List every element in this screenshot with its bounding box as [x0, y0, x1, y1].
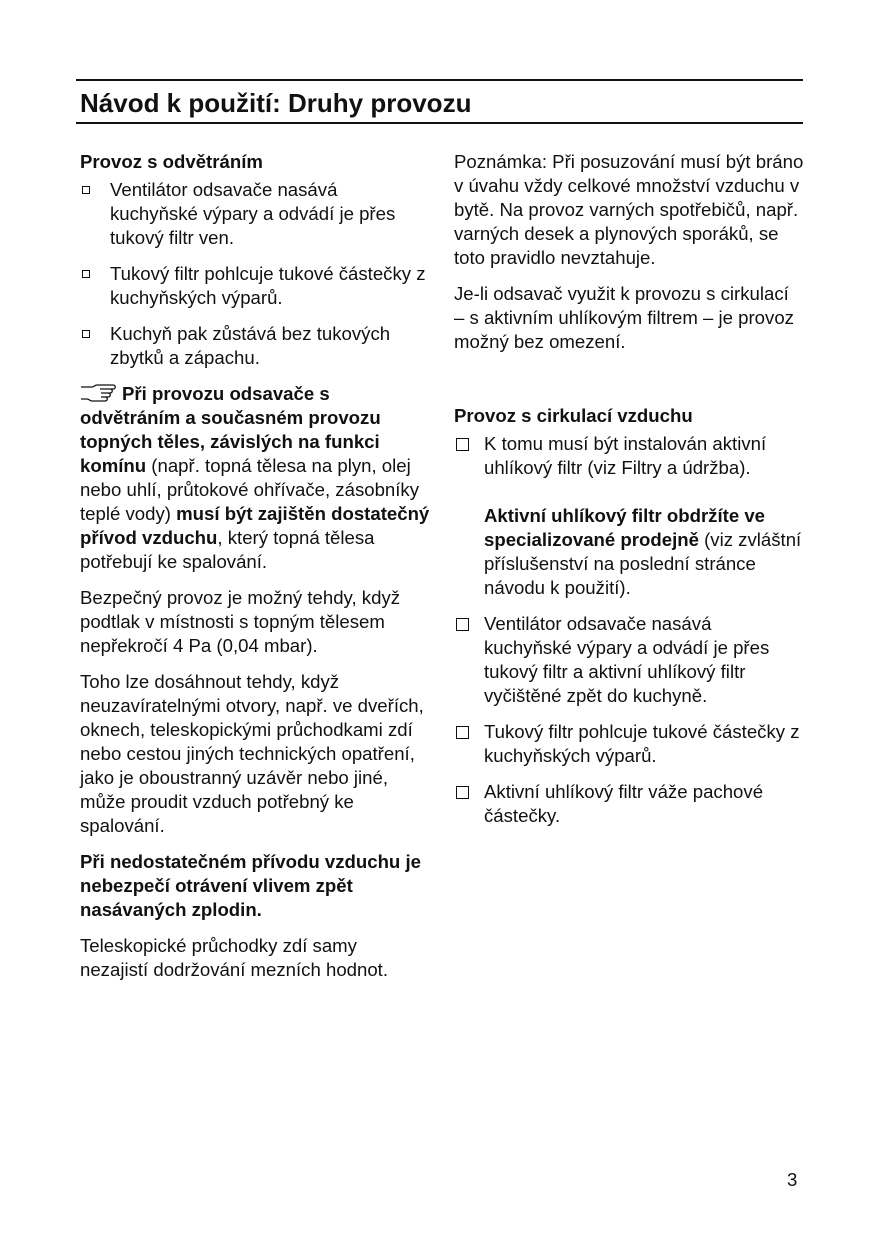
list-item-text: K tomu musí být instalován aktivní uhlíkový filtr (viz Filtry a údržba). — [484, 433, 767, 478]
list-item-text: Ventilátor odsavače nasává kuchyňské výpary a odvádí je přes tukový filtr a aktivní uhlíkový filtr vyčištěné zpět do kuchyně. — [484, 613, 770, 706]
list-item-text: Kuchyň pak zůstává bez tukových zbytků a zápachu. — [110, 323, 391, 368]
filter-note-text: (viz zvláštní příslušenství na poslední stránce návodu k použití). — [484, 529, 802, 598]
page-number: 3 — [787, 1169, 798, 1190]
danger-paragraph: Při nedostatečném přívodu vzduchu je nebezpečí otrávení vlivem zpět nasávaných zplodin. — [80, 851, 421, 920]
warning-paragraph — [80, 382, 430, 574]
list-item — [80, 262, 430, 310]
list-item — [80, 322, 430, 370]
right-column — [454, 150, 804, 840]
checkbox-bullet-icon — [82, 186, 90, 194]
column-spacer — [454, 366, 804, 404]
section-title-recirculation: Provoz s cirkulací vzduchu — [454, 405, 693, 426]
warning-text: (např. topná tělesa na plyn, olej nebo uhlí, průtokové ohřívače, zásobníky teplé vody) — [80, 455, 420, 524]
top-rule — [76, 79, 803, 81]
title-underline — [76, 122, 803, 124]
list-item — [454, 432, 804, 600]
filter-note-bold: Aktivní uhlíkový filtr obdržíte ve specializované prodejně — [484, 505, 766, 550]
list-item — [80, 178, 430, 250]
list-item-text: Ventilátor odsavače nasává kuchyňské výpary a odvádí je přes tukový filtr ven. — [110, 179, 396, 248]
list-item — [454, 720, 804, 768]
checkbox-bullet-icon — [456, 618, 469, 631]
checkbox-bullet-icon — [456, 726, 469, 739]
checkbox-bullet-icon — [82, 330, 90, 338]
warning-bold-text: Při provozu odsavače s odvětráním a současném provozu topných těles, závislých na funkci komínu — [80, 383, 381, 476]
checkbox-bullet-icon — [456, 786, 469, 799]
page-title: Návod k použití: Druhy provozu — [80, 88, 472, 118]
warning-bold-text: musí být zajištěn dostatečný přívod vzduchu — [80, 503, 430, 548]
note-paragraph: Poznámka: Při posuzování musí být bráno v úvahu vždy celkové množství vzduchu v bytě. Na provoz varných spotřebičů, např. varných desek a plynových sporáků, se toto pravidlo nevztahuje. — [454, 151, 804, 268]
section-title-ventilation: Provoz s odvětráním — [80, 151, 263, 172]
list-item — [454, 612, 804, 708]
warning-text: , který topná tělesa potřebují ke spalování. — [80, 527, 375, 572]
list-item-text: Tukový filtr pohlcuje tukové částečky z kuchyňských výparů. — [110, 263, 426, 308]
filter-purchase-note — [484, 504, 804, 600]
pointing-hand-icon — [80, 384, 118, 402]
paragraph-telescopic: Teleskopické průchodky zdí samy nezajistí dodržování mezních hodnot. — [80, 935, 389, 980]
note-paragraph: Je-li odsavač využit k provozu s cirkulací – s aktivním uhlíkovým filtrem – je provoz možný bez omezení. — [454, 283, 794, 352]
list-item-text: Tukový filtr pohlcuje tukové částečky z kuchyňských výparů. — [484, 721, 800, 766]
list-item — [454, 780, 804, 828]
paragraph-openings: Toho lze dosáhnout tehdy, když neuzavíratelnými otvory, např. ve dveřích, oknech, teleskopickými průchodkami zdí nebo cestou jiných technických opatření, jako je oboustranný uzávěr nebo jiné, může proudit vzduch potřebný ke spalování. — [80, 671, 424, 836]
checkbox-bullet-icon — [456, 438, 469, 451]
paragraph-safe-operation: Bezpečný provoz je možný tehdy, když podtlak v místnosti s topným tělesem nepřekročí 4 Pa (0,04 mbar). — [80, 587, 401, 656]
left-column — [80, 150, 430, 994]
checkbox-bullet-icon — [82, 270, 90, 278]
list-item-text: Aktivní uhlíkový filtr váže pachové částečky. — [484, 781, 764, 826]
